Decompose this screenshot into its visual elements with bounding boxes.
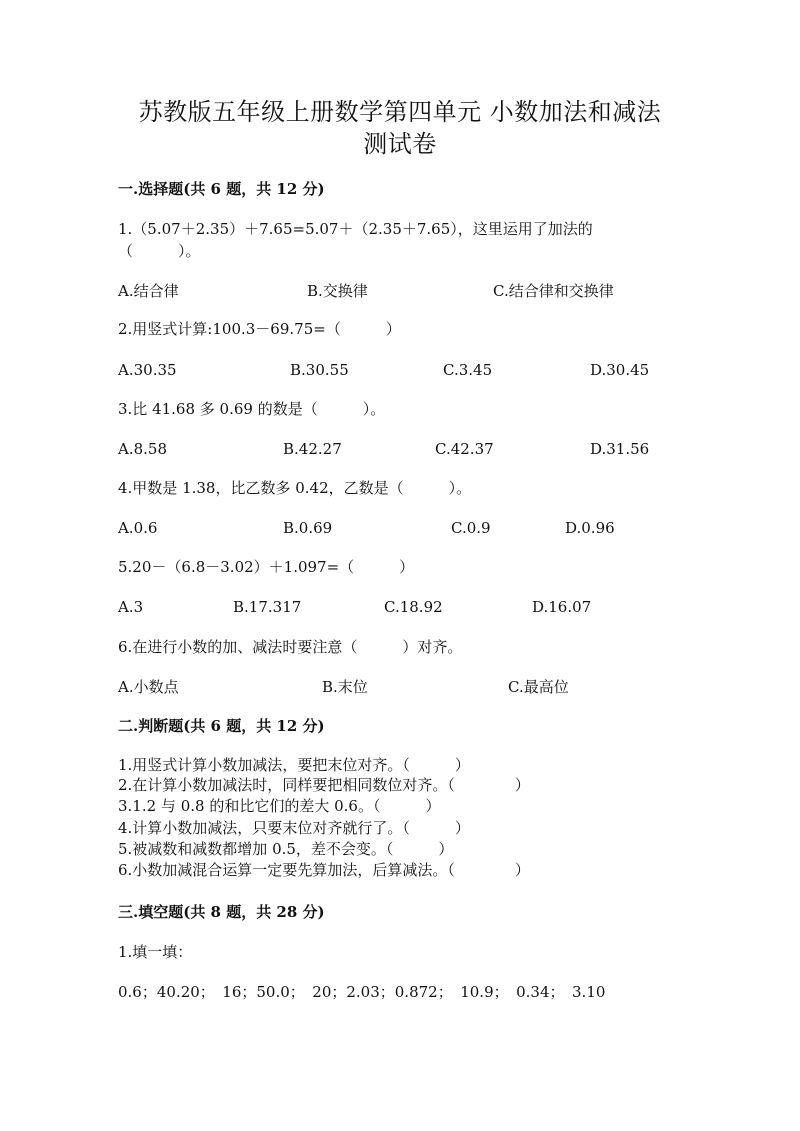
choice-q1-stem: 1.（5.07＋2.35）＋7.65=5.07＋（2.35＋7.65），这里运用了加法的 <box>118 220 593 238</box>
choice-q1-option-c: C.结合律和交换律 <box>493 282 614 300</box>
judge-item-3: 3.1.2 与 0.8 的和比它们的差大 0.6。（ ） <box>118 797 441 815</box>
choice-q5-option-a: A.3 <box>118 598 144 616</box>
choice-q1-stem-cont: （ ）。 <box>118 242 201 260</box>
judge-item-5: 5.被减数和减数都增加 0.5，差不会变。（ ） <box>118 840 454 858</box>
choice-q4-stem: 4.甲数是 1.38，比乙数多 0.42，乙数是（ ）。 <box>118 479 472 497</box>
judge-item-2: 2.在计算小数加减法时，同样要把相同数位对齐。（ ） <box>118 776 530 794</box>
fill-q1-numbers: 0.6；40.20； 16；50.0； 20；2.03；0.872； 10.9； 0.34； 3.10 <box>118 983 606 1001</box>
choice-q3-option-b: B.42.27 <box>283 440 342 458</box>
judge-item-1: 1.用竖式计算小数加减法，要把末位对齐。（ ） <box>118 756 470 774</box>
choice-q2-option-b: B.30.55 <box>290 361 349 379</box>
section-judge-heading: 二.判断题(共 6 题，共 12 分) <box>118 717 325 735</box>
choice-q5-option-b: B.17.317 <box>233 598 302 616</box>
fill-q1-label: 1.填一填： <box>118 943 193 961</box>
choice-q6-option-c: C.最高位 <box>508 678 569 696</box>
choice-q3-stem: 3.比 41.68 多 0.69 的数是（ ）。 <box>118 400 386 418</box>
choice-q1-option-a: A.结合律 <box>118 282 179 300</box>
choice-q6-stem: 6.在进行小数的加、减法时要注意（ ）对齐。 <box>118 638 463 656</box>
choice-q2-option-a: A.30.35 <box>118 361 177 379</box>
choice-q2-stem: 2.用竖式计算:100.3－69.75=（ ） <box>118 320 401 338</box>
choice-q3-option-c: C.42.37 <box>435 440 494 458</box>
choice-q4-option-d: D.0.96 <box>565 519 615 537</box>
exam-title-line1: 苏教版五年级上册数学第四单元 小数加法和减法 <box>138 98 662 126</box>
choice-q5-option-c: C.18.92 <box>384 598 443 616</box>
choice-q2-option-c: C.3.45 <box>443 361 493 379</box>
section-choice-heading: 一.选择题(共 6 题，共 12 分) <box>118 180 325 198</box>
section-fill-heading: 三.填空题(共 8 题，共 28 分) <box>118 903 325 921</box>
choice-q5-option-d: D.16.07 <box>532 598 592 616</box>
choice-q6-option-b: B.末位 <box>322 678 368 696</box>
choice-q4-option-b: B.0.69 <box>283 519 333 537</box>
choice-q4-option-a: A.0.6 <box>118 519 158 537</box>
exam-title-line2: 测试卷 <box>363 130 437 158</box>
choice-q6-option-a: A.小数点 <box>118 678 179 696</box>
choice-q2-option-d: D.30.45 <box>590 361 650 379</box>
choice-q1-option-b: B.交换律 <box>307 282 368 300</box>
choice-q5-stem: 5.20－（6.8－3.02）＋1.097=（ ） <box>118 558 415 576</box>
judge-item-6: 6.小数加减混合运算一定要先算加法，后算减法。（ ） <box>118 861 530 879</box>
judge-item-4: 4.计算小数加减法，只要末位对齐就行了。（ ） <box>118 819 470 837</box>
choice-q3-option-a: A.8.58 <box>118 440 167 458</box>
choice-q4-option-c: C.0.9 <box>451 519 491 537</box>
choice-q3-option-d: D.31.56 <box>590 440 650 458</box>
